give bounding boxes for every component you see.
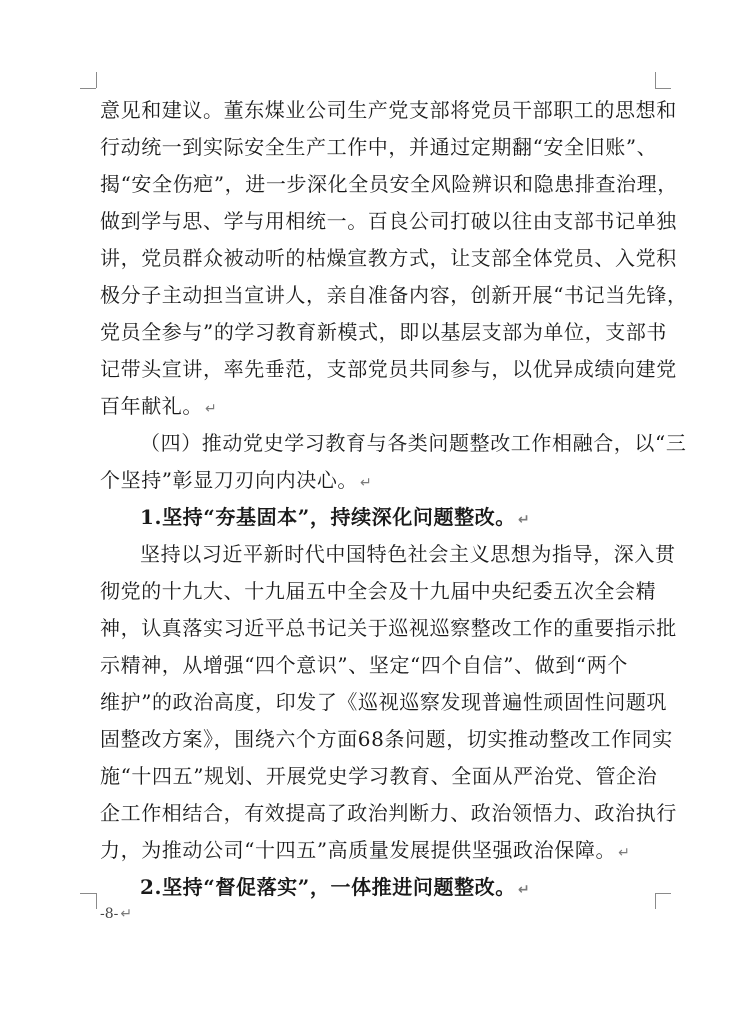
text-line: 意见和建议。董东煤业公司生产党支部将党员干部职工的思想和 bbox=[100, 98, 677, 122]
paragraph-mark-icon: ↵ bbox=[517, 512, 531, 528]
body-text[interactable] bbox=[100, 92, 688, 906]
text-line: 固整改方案》，围绕六个方面68条问题，切实推动整改工作同实 bbox=[100, 727, 673, 751]
line-text: 2.坚持“督促落实”，一体推进问题整改。 bbox=[140, 875, 516, 899]
paragraph-mark-icon: ↵ bbox=[360, 475, 373, 491]
margin-mark-top-left-v bbox=[96, 72, 97, 88]
text-line: 神，认真落实习近平总书记关于巡视巡察整改工作的重要指示批 bbox=[100, 616, 677, 640]
line-text: 个坚持”彰显刀刃向内决心。 bbox=[100, 468, 359, 492]
text-line: 施“十四五”规划、开展党史学习教育、全面从严治党、管企治 bbox=[100, 764, 658, 788]
line-text: 百年献礼。 bbox=[100, 394, 203, 418]
text-line: 党员全参与”的学习教育新模式，即以基层支部为单位，支部书 bbox=[100, 320, 668, 344]
text-line: 维护”的政治高度，印发了《巡视巡察发现普遍性顽固性问题巩 bbox=[100, 690, 668, 714]
text-line: 行动统一到实际安全生产工作中，并通过定期翻“安全旧账”、 bbox=[100, 135, 658, 159]
paragraph-mark-icon: ↵ bbox=[205, 401, 218, 417]
text-line-paragraph-end bbox=[100, 832, 660, 869]
line-text: 力，为推动公司“十四五”高质量发展提供坚强政治保障。 bbox=[100, 838, 617, 862]
text-line: 记带头宣讲，率先垂范，支部党员共同参与，以优异成绩向建党 bbox=[100, 357, 677, 381]
margin-mark-top-right-h bbox=[655, 88, 671, 89]
margin-mark-bottom-left-h bbox=[80, 893, 96, 894]
line-text: 1.坚持“夯基固本”，持续深化问题整改。 bbox=[140, 505, 516, 529]
margin-mark-top-left-h bbox=[80, 88, 96, 89]
text-line: 坚持以习近平新时代中国特色社会主义思想为指导，深入贯 bbox=[140, 542, 676, 566]
text-line-paragraph-end bbox=[100, 388, 660, 425]
text-line: 示精神，从增强“四个意识”、坚定“四个自信”、做到“两个 bbox=[100, 653, 628, 677]
subheading-1 bbox=[100, 499, 660, 536]
paragraph-mark-icon: ↵ bbox=[517, 882, 531, 898]
paragraph-mark-icon: ↵ bbox=[618, 845, 631, 861]
text-line: 极分子主动担当宣讲人，亲自准备内容，创新开展“书记当先锋， bbox=[100, 283, 688, 307]
text-line: 讲，党员群众被动听的枯燥宣教方式，让支部全体党员、入党积 bbox=[100, 246, 677, 270]
paragraph-mark-icon: ↵ bbox=[120, 906, 133, 922]
text-line: 彻党的十九大、十九届五中全会及十九届中央纪委五次全会精 bbox=[100, 579, 657, 603]
subheading-2 bbox=[100, 869, 660, 906]
text-line: 企工作相结合，有效提高了政治判断力、政治领悟力、政治执行 bbox=[100, 801, 677, 825]
margin-mark-bottom-left-v bbox=[96, 893, 97, 909]
text-line: 做到学与思、学与用相统一。百良公司打破以往由支部书记单独 bbox=[100, 209, 677, 233]
section-heading-line: （四）推动党史学习教育与各类问题整改工作相融合，以“三 bbox=[140, 431, 687, 455]
text-line: 揭“安全伤疤”，进一步深化全员安全风险辨识和隐患排查治理， bbox=[100, 172, 678, 196]
margin-mark-top-right-v bbox=[655, 72, 656, 88]
section-heading-line-end bbox=[100, 462, 660, 499]
page-number bbox=[100, 906, 132, 922]
page-number-text: -8- bbox=[100, 906, 119, 922]
